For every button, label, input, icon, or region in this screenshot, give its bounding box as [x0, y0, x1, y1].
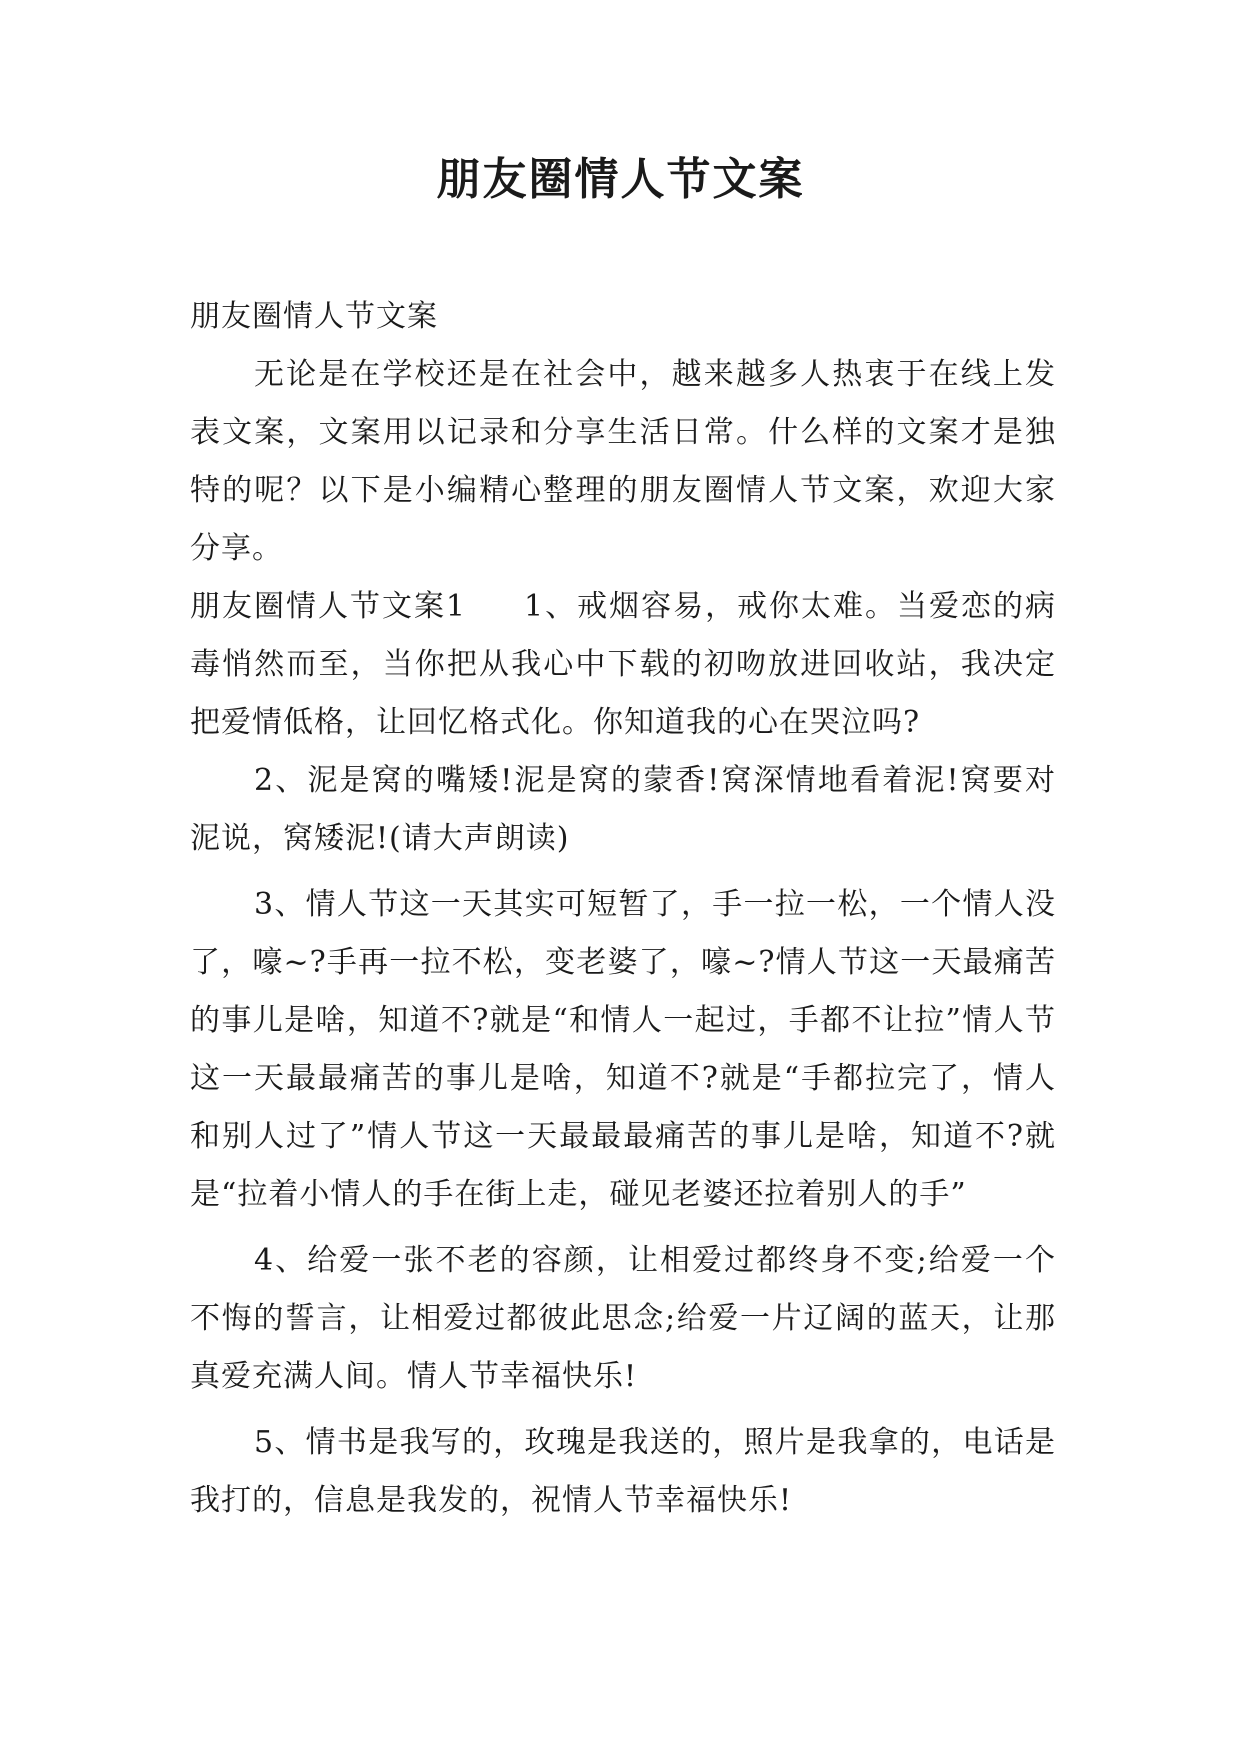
item-1: 1、戒烟容易，戒你太难。当爱恋的病毒悄然而至，当你把从我心中下载的初吻放进回收站，我决定把爱情低格，让回忆格式化。你知道我的心在哭泣吗?	[190, 589, 1056, 740]
section-heading: 朋友圈情人节文案1	[190, 589, 467, 624]
section-paragraph	[190, 578, 1056, 752]
intro-paragraph: 无论是在学校还是在社会中，越来越多人热衷于在线上发表文案，文案用以记录和分享生活日常。什么样的文案才是独特的呢？以下是小编精心整理的朋友圈情人节文案，欢迎大家分享。	[190, 357, 1056, 566]
item-4: 4、给爱一张不老的容颜，让相爱过都终身不变;给爱一个不悔的誓言，让相爱过都彼此思念;给爱一片辽阔的蓝天，让那真爱充满人间。情人节幸福快乐!	[190, 1243, 1056, 1394]
item-2: 2、泥是窝的嘴矮!泥是窝的蒙香!窝深情地看着泥!窝要对泥说，窝矮泥!(请大声朗读)	[190, 763, 1056, 856]
document-subtitle: 朋友圈情人节文案	[190, 299, 438, 334]
item-5: 5、情书是我写的，玫瑰是我送的，照片是我拿的，电话是我打的，信息是我发的，祝情人节幸福快乐!	[190, 1425, 1056, 1518]
document-title: 朋友圈情人节文案	[436, 154, 805, 205]
document-body	[190, 288, 1056, 1530]
item-3: 3、情人节这一天其实可短暂了，手一拉一松，一个情人没了，嚎~?手再一拉不松，变老婆了，嚎~?情人节这一天最痛苦的事儿是啥，知道不?就是“和情人一起过，手都不让拉”情人节这一天最最痛苦的事儿是啥，知道不?就是“手都拉完了，情人和别人过了”情人节这一天最最最痛苦的事儿是啥，知道不?就是“拉着小情人的手在街上走，碰见老婆还拉着别人的手”	[190, 887, 1056, 1212]
